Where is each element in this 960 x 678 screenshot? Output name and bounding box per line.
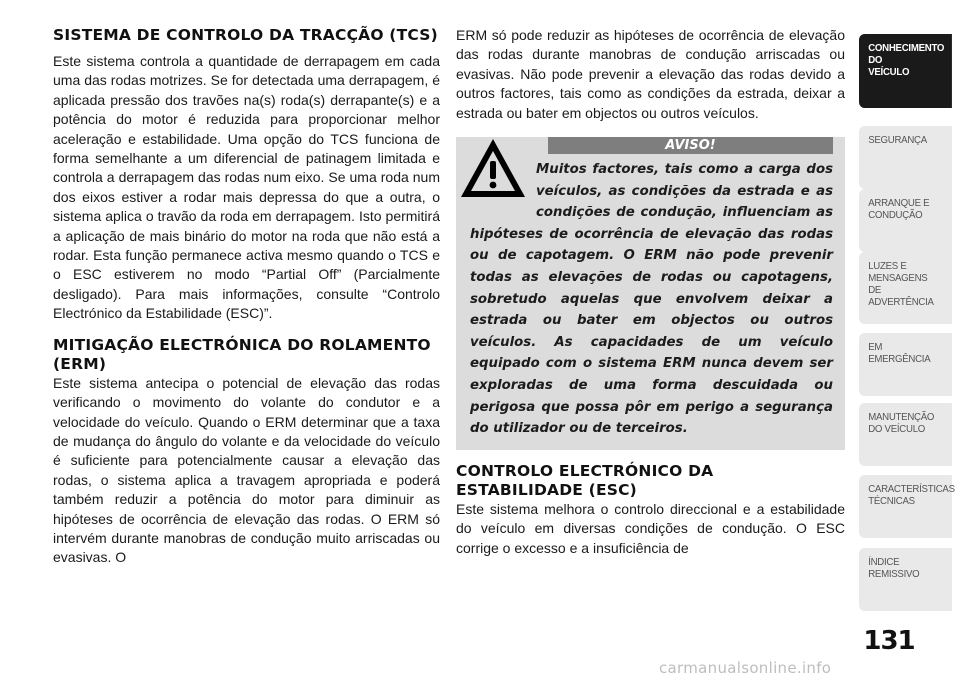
right-column — [456, 26, 845, 558]
tab-label: ARRANQUE E CONDUÇÃO — [868, 197, 930, 221]
tab-label: MANUTENÇÃO DO VEÍCULO — [868, 411, 935, 435]
tab-indice-remissivo[interactable] — [859, 548, 952, 611]
tcs-paragraph: Este sistema controla a quantidade de derrapagem em cada uma das rodas motrizes. Se for detectada uma derrapagem, é aplicada pressão dos travões na(s) roda(s) derrapante(s) e a potência do motor é reduzida para proporcionar melhor aceleração e estabilidade. Uma opção do TCS funciona de forma semelhante a um diferencial de patinagem limitada e controla a derrapagem das rodas num eixo. Se uma roda num dos eixos estiver a rodar mais depressa do que a outra, o sistema aplica o travão da roda em derrapagem. Isto permitirá a aplicação de mais binário do motor na roda que não está a rodar. Esta função permanece activa mesmo quando o TCS e o ESC estiverem no modo “Partial Off” (Parcialmente desligado). Para mais informações, consulte “Controlo Electrónico da Estabilidade (ESC)”. — [53, 53, 440, 322]
esc-heading: CONTROLO ELECTRÓNICO DA ESTABILIDADE (ESC) — [456, 461, 714, 499]
tab-em-emergencia[interactable] — [859, 333, 952, 396]
tab-label: LUZES E MENSAGENS DE ADVERTÊNCIA — [868, 260, 934, 308]
chapter-sidebar — [859, 0, 960, 678]
erm-continued-paragraph: ERM só pode reduzir as hipóteses de ocorrência de elevação das rodas durante manobras de condução arriscadas ou evasivas. Não pode prevenir a elevação das rodas devido a outros factores, tais como as condições da estrada, deixar a estrada ou bater em objectos ou outros veículos. — [456, 27, 845, 121]
tab-label: EM EMERGÊNCIA — [868, 341, 931, 365]
tab-label: ÍNDICE REMISSIVO — [868, 556, 920, 580]
erm-paragraph: Este sistema antecipa o potencial de elevação das rodas verificando o movimento do volante do condutor e a velocidade do veículo. Quando o ERM determinar que a taxa de mudança do ângulo do volante e da velocidade do veículo é suficiente para potencialmente causar a elevação das rodas, o sistema aplica a travagem apropriada e poderá também reduzir a potência do motor para diminuir as hipóteses de ocorrência de elevação das rodas. O ERM só intervém durante manobras de condução muito arriscadas ou evasivas. O — [53, 374, 440, 566]
tab-caracteristicas-tecnicas[interactable] — [859, 475, 955, 538]
tab-seguranca[interactable] — [859, 126, 952, 189]
esc-paragraph: Este sistema melhora o controlo direccional e a estabilidade do veículo em diversas condições de condução. O ESC corrige o excesso e a insuficiência de — [456, 500, 845, 556]
warning-box — [456, 137, 845, 450]
watermark: carmanualsonline.info — [659, 659, 832, 677]
tab-luzes-e-mensagens[interactable] — [859, 252, 952, 324]
erm-heading: MITIGAÇÃO ELECTRÓNICA DO ROLAMENTO (ERM) — [53, 335, 431, 373]
left-column — [53, 26, 440, 568]
warning-triangle-icon — [458, 135, 528, 201]
tab-arranque-e-conducao[interactable] — [859, 189, 952, 252]
tab-manutencao-do-veiculo[interactable] — [859, 403, 952, 466]
page-number: 131 — [863, 626, 915, 656]
tcs-heading: SISTEMA DE CONTROLO DA TRACÇÃO (TCS) — [53, 26, 438, 44]
tab-label: CONHECIMENTO DO VEÍCULO — [868, 42, 945, 78]
tab-label: SEGURANÇA — [868, 134, 927, 146]
warning-title: AVISO! — [548, 137, 833, 154]
warning-text: Muitos factores, tais como a carga dos veículos, as condições da estrada e as condições de condução, influenciam as hipóteses de ocorrência de elevação das rodas ou de capotagem. O ERM não pode prevenir todas as elevações de rodas ou capotagens, sobretudo aquelas que envolvem deixar a estrada ou bater em objectos ou outros veículos. As capacidades de um veículo equipado com o sistema ERM nunca devem ser exploradas de uma forma descuidada ou perigosa que possa pôr em perigo a segurança do utilizador ou de terceiros. — [470, 162, 833, 437]
tab-label: CARACTERÍSTICAS TÉCNICAS — [868, 483, 955, 507]
tab-conhecimento-do-veiculo[interactable] — [859, 34, 952, 108]
